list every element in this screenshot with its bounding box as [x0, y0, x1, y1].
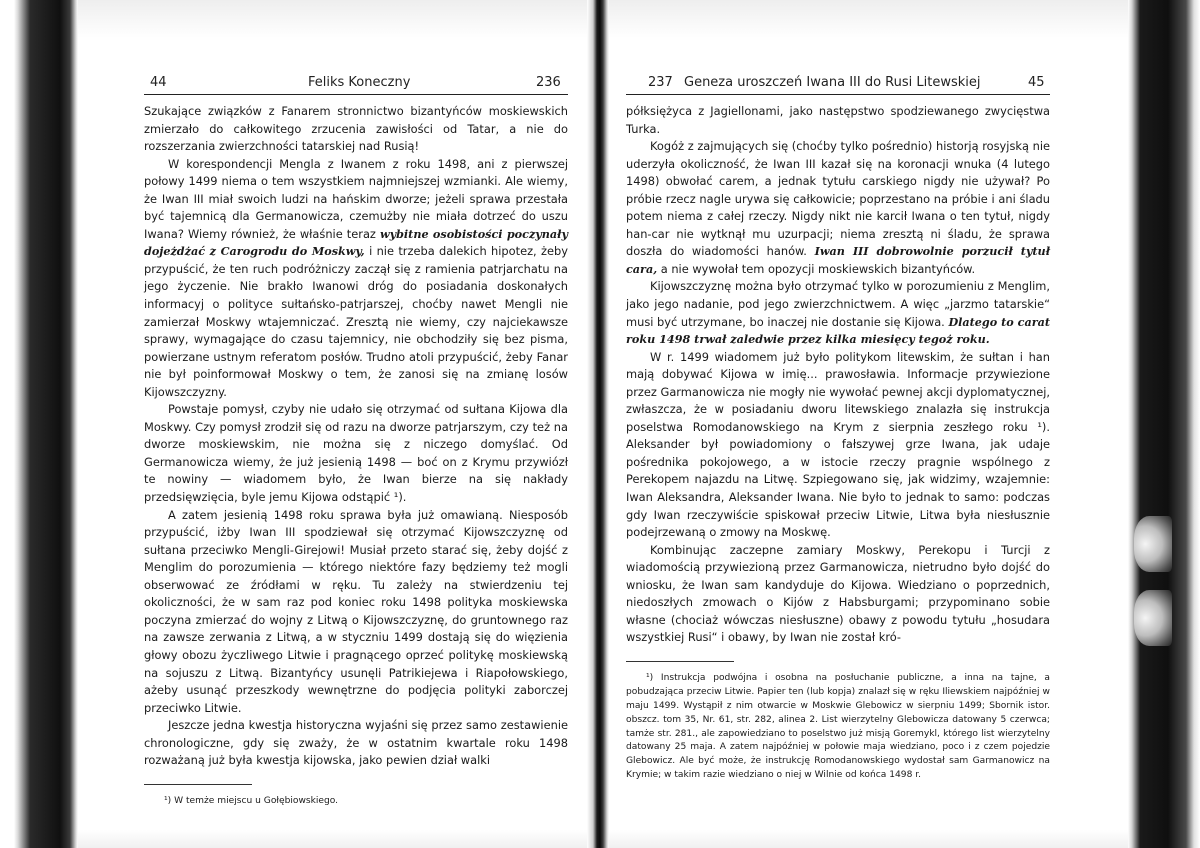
paragraph: Kombinując zaczepne zamiary Moskwy, Perekopu i Turcji z wiadomością przywiezioną przez Garmanowicza, nietrudno było dojść do wniosku, że Iwan sam kandyduje do Kijowa. Wiedziano o poprzednich, niedoszłych zmowach o Kijów z Habsburgami; przypominano sobie własne (chociaż wówczas niesłuszne) obawy z powodu tytułu „hosudara wszystkiej Rusi“ i obawy, by Iwan nie został kró-	[626, 542, 1050, 645]
page-tab-upper	[1134, 516, 1172, 572]
emphasis-text: Dlatego to carat roku 1498 trwał zaledwie przez kilka miesięcy tegoż roku.	[626, 314, 1051, 347]
footnote-rule	[626, 661, 734, 662]
footnote: ¹) Instrukcja podwójna i osobna na posłuchanie publiczne, a inna na tajne, a pobudzająca przeciw Litwie. Papier ten (lub kopja) znalazł się w ręku Iliewskiem najpóźniej w maju 1499. Wystąpił z nim otwarcie w Moskwie Glebowicz w sierpniu 1499; Sbornik istor. obszcz. tom 35, Nr. 61, str. 282, alinea 2. List wierzytelny Glebowicza datowany 5 czerwca; tamże str. 281., ale zapowiedziano to poselstwo już misją Goremykl, którego list wierzytelny datowany 25 maja. A zatem najpóźniej w połowie maja wiedziano, poco i z czem pojedzie Glebowicz. Ale być może, że instrukcję Romodanowskiego wydostał sam Garmanowicz na Krymie; w takim razie wiedziano o niej w Wilnie od końca 1498 r.	[626, 672, 1050, 781]
left-page-header	[144, 72, 568, 95]
paragraph: półksiężyca z Jagiellonami, jako następstwo spodziewanego zwycięstwa Turka.	[626, 104, 1050, 136]
paragraph: Jeszcze jedna kwestja historyczna wyjaśni się przez samo zestawienie chronologiczne, gdy się zważy, że w ostatnim kwartale roku 1498 rozważaną już była kwestja kijowska, jako pewien dział walki	[144, 718, 568, 768]
paragraph: Powstaje pomysł, czyby nie udało się otrzymać od sułtana Kijowa dla Moskwy. Czy pomysł zrodził się od razu na dworze patrjarszym, czy też na dworze moskiewskim, nie można się z niczego domyślać. Od Germanowicza wiemy, że już jesienią 1498 — boć on z Krymu przywiózł te nowiny — wiadomem było, że Iwan bierze na się nakłady przedsięwzięcia, byle jemu Kijowa odstąpić ¹).	[144, 402, 568, 505]
right-original-page-number: 237	[648, 75, 673, 90]
right-page-body	[626, 103, 1050, 647]
paragraph: Szukające związków z Fanarem stronnictwo bizantyńców moskiewskich zmierzało do całkowitego zrzucenia zawisłości od Tatar, a nie do rozszerzania zwierzchności tatarskiej nad Rusią!	[144, 104, 568, 154]
left-running-title: Feliks Koneczny	[308, 75, 411, 90]
left-original-page-number: 236	[536, 75, 561, 90]
paragraph: W r. 1499 wiadomem już było politykom litewskim, że sułtan i han mają dobywać Kijowa w imię... prawosławia. Informacje przywiezione przez Garmanowicza nie mogły nie wywołać pewnej akcji dyplomatycznej, zwłaszcza, że w posiadaniu dworu litewskiego znalazła się instrukcja poselstwa Romodanowskiego na Krym z sierpnia zeszłego roku ¹). Aleksander był powiadomiony o fałszywej grze Iwana, jak udaje pośrednika pokojowego, a w istocie rzeczy pragnie wspólnego z Perekopem najazdu na Litwę. Szpiegowano się, jak widzimy, wzajemnie: Iwan Aleksandra, Aleksander Iwana. Nie było to jednak to samo: podczas gdy Iwan rzeczywiście spiskował przeciw Litwie, Litwa była niesłusznie podejrzewaną o zmowy na Moskwę.	[626, 349, 1050, 540]
page-tab-lower	[1134, 590, 1172, 646]
paragraph	[626, 278, 1050, 348]
emphasis-text: wybitne osobistości poczynały dojeżdżać z Carogrodu do Moskwy,	[144, 226, 568, 259]
paragraph-text: Kogóż z zajmujących się (choćby tylko pośrednio) historją rosyjską nie uderzyła okoliczność, że Iwan III kazał się na koronacji wnuka (4 lutego 1498) obwołać carem, a jednak tytułu carskiego nigdy nie używał? Po próbie rzecz nagle urywa się całkowicie; poprzestano na próbie i ani śladu potem niema z całej rzeczy. Nigdy nikt nie karcił Iwana o ten tytuł, nigdy han-car nie wytknął mu uzurpacji; niema zresztą ni śladu, że sprawa doszła do wiadomości hanów.	[626, 139, 1050, 259]
paragraph	[144, 156, 568, 402]
left-page-body	[144, 103, 568, 770]
footnote-rule	[144, 784, 252, 785]
right-running-title: Geneza uroszczeń Iwana III do Rusi Litewskiej	[684, 75, 981, 90]
paragraph-text: a nie wywołał tem opozycji moskiewskich bizantyńców.	[660, 261, 976, 276]
paragraph-text: W korespondencji Mengla z Iwanem z roku 1498, ani z pierwszej połowy 1499 niema o tem wszystkiem najmniejszej wzmianki. Ale wiemy, że Iwan III miał swoich ludzi na hańskim dworze; jeżeli sprawa przestała być tajemnicą dla Germanowicza, czemużby nie miała dotrzeć do uszu Iwana? Wiemy również, że właśnie teraz	[144, 156, 568, 241]
footnote: ¹) W temże miejscu u Gołębiowskiego.	[164, 795, 339, 806]
book-gutter	[587, 0, 609, 848]
paragraph-text: Kijowszczyznę można było otrzymać tylko w porozumieniu z Menglim, jako jego nadanie, pod jego zwierzchnictwem. A więc „jarzmo tatarskie“ musi być utrzymane, bo inaczej nie dostanie się Kijowa.	[626, 279, 1050, 329]
left-book-edge	[0, 0, 78, 848]
paragraph: A zatem jesienią 1498 roku sprawa była już omawianą. Niesposób przypuścić, iżby Iwan III spodziewał się otrzymać Kijowszczyznę od sułtana przeciwko Mengli-Girejowi! Musiał przeto starać się, żeby dojść z Menglim do porozumienia — którego niektóre fazy będziemy też mogli obserwować ze źródłami w ręku. Tu zależy na stwierdzeniu tej okoliczności, że w sam raz pod koniec roku 1498 polityka moskiewska poczyna zmierzać do wojny z Litwą o Kijowszczyznę, do gruntownego raz na zawsze zerwania z Litwą, a w styczniu 1499 dostają się do więzienia głowy obozu życzliwego Litwie i pragnącego oprzeć politykę moskiewską na sojuszu z Litwą. Bizantyńcy usunęli Patrikiejewa i Riapołowskiego, ażeby usunąć przeszkody wewnętrzne do podjęcia polityki zaborczej przeciwko Litwie.	[144, 507, 568, 715]
right-page-number: 45	[1028, 75, 1045, 90]
right-book-edge	[1128, 0, 1200, 848]
right-page-header	[626, 72, 1050, 95]
paragraph	[626, 138, 1050, 278]
left-page	[144, 72, 568, 809]
emphasis-text: Iwan III dobrowolnie porzucił tytuł cara,	[626, 244, 1050, 276]
right-page	[626, 72, 1050, 783]
paragraph-text: i nie trzeba dalekich hipotez, żeby przypuścić, że ten ruch podróżniczy zaczął się z ramienia patrjarchatu na jego życzenie. Nie brakło Iwanowi dróg do posiadania doskonałych informacyj o polityce sułtańsko-patrjarszej, choćby nawet Mengli nie zamierzał Moskwy wtajemniczać. Zresztą nie wiemy, czy najciekawsze sprawy, wymagające do czasu tajemnicy, nie obchodziły się bez pisma, powierzane ustnym referatom posłów. Trudno atoli przypuścić, żeby Fanar nie był poinformował Moskwy o tem, że zanosi się na zmianę losów Kijowszczyzny.	[144, 244, 568, 399]
left-page-number: 44	[150, 75, 167, 90]
